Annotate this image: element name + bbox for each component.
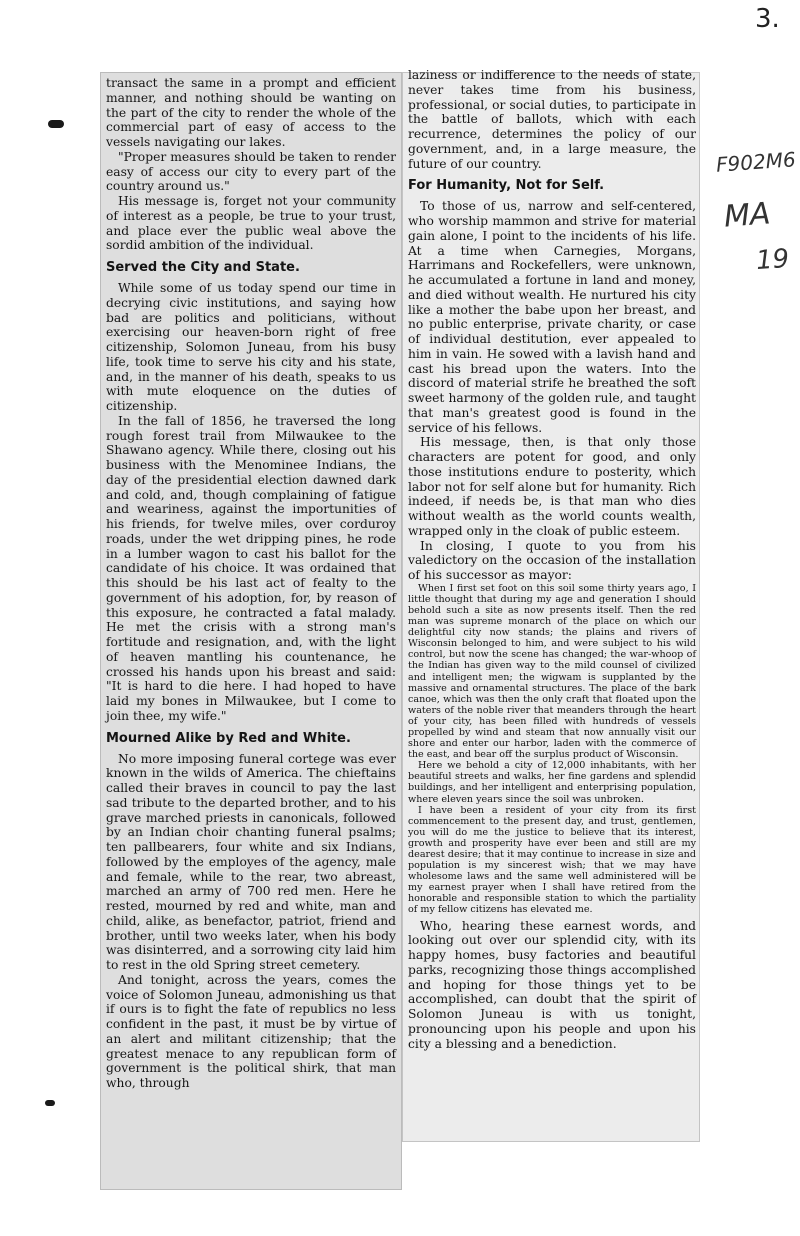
paragraph: And tonight, across the years, comes the voice of Solomon Juneau, admonishing us that if ours is to fight the fate of republics no less confident in the past, it must be by virtue of an alert and militant citizenship; that the greatest menace to any republican form of government is the political shirk, that man who, through (106, 972, 396, 1090)
paragraph: laziness or indifference to the needs of state, never takes time from his business, professional, or social duties, to participate in the battle of ballots, which with each recurrence, determines the policy of our government, and, in a large measure, the future of our country. (408, 68, 696, 171)
paragraph: Who, hearing these earnest words, and looking out over our splendid city, with its happy homes, busy factories and beautiful parks, recognizing those things accomplished and hoping for those things yet to be accomplished, can doubt that the spirit of Solomon Juneau is with us tonight, pronouncing upon his people and upon his city a blessing and a benediction. (408, 918, 696, 1051)
paragraph: No more imposing funeral cortege was ever known in the wilds of America. The chieftains called their braves in council to pay the last sad tribute to the departed brother, and to his grave marched priests in canonicals, followed by an Indian choir chanting funeral psalms; ten pallbearers, four white and six Indians, followed by the employes of the agency, male and female, while to the rear, two abreast, marched an army of 700 red men. Here he rested, mourned by red and white, man and child, alike, as benefactor, patriot, friend and brother, until two weeks later, when his body was disinterred, and a sorrowing city laid him to rest in the old Spring street cemetery. (106, 751, 396, 972)
quote-paragraph: I have been a resident of your city from its first commencement to the present day, and trust, gentlemen, you will do me the justice to believe that its interest, growth and prosperity have ever been and still are my dearest desire; that it may continue to increase in size and population is my sincerest wish; that we may have wholesome laws and the same well administered will be my earnest prayer when I shall have retired from the honorable and responsible station to which the partiality of my fellow citizens has elevated me. (408, 804, 696, 916)
paragraph: In closing, I quote to you from his valedictory on the occasion of the installation of his successor as mayor: (408, 538, 696, 582)
block-quote (408, 583, 696, 916)
paragraph: To those of us, narrow and self-centered, who worship mammon and strive for material gain alone, I point to the incidents of his life. At a time when Carnegies, Morgans, Harrimans and Rockefellers, were unknown, he accumulated a fortune in land and money, and died without wealth. He nurtured his city like a mother the babe upon her breast, and no public enterprise, private charity, or case of individual destitution, ever appealed to him in vain. He sowed with a lavish hand and cast his bread upon the waters. Into the discord of material strife he breathed the soft sweet harmony of the golden rule, and taught that man's greatest good is found in the service of his fellows. (408, 199, 696, 435)
paragraph: While some of us today spend our time in decrying civic institutions, and saying how bad are politics and politicians, without exercising our heaven-born right of free citizenship, Solomon Juneau, from his busy life, took time to serve his city and his state, and, in the manner of his death, speaks to us with mute eloquence on the duties of citizenship. (106, 281, 396, 413)
section-heading: Mourned Alike by Red and White. (106, 730, 351, 746)
handwritten-catalog-code: F902M6 (715, 147, 797, 177)
paragraph: transact the same in a prompt and efficient manner, and nothing should be wanting on the part of the city to render the whole of the commercial part of easy of access to the vessels navigating our lakes. (106, 76, 396, 149)
handwritten-number: 19 (754, 243, 791, 277)
paragraph: His message, then, is that only those characters are potent for good, and only those institutions endure to posterity, which labor not for self alone but for humanity. Rich indeed, if needs be, is that man who dies without wealth as the world counts wealth, wrapped only in the cloak of public esteem. (408, 435, 696, 538)
quote-paragraph: When I first set foot on this soil some thirty years ago, I little thought that during my age and generation I should behold such a site as now presents itself. Then the red man was supreme monarch of the place on which our delightful city now stands; the plains and rivers of Wisconsin belonged to him, and were subject to his wild control, but now the scene has changed; the war-whoop of the Indian has given way to the mild counsel of civilized and intelligent men; the wigwam is supplanted by the massive and ornamental structures. The place of the bark canoe, which was then the only craft that floated upon the waters of the noble river that meanders through the heart of your city, has been filled with hundreds of vessels propelled by wind and steam that now annually visit our shore and enter our harbor, laden with the commerce of the east, and bear off the surplus product of Wisconsin. (408, 582, 696, 761)
paragraph: His message is, forget not your community of interest as a people, be true to your trust, and place ever the public weal above the sordid ambition of the individual. (106, 194, 396, 253)
binder-hole-mark (45, 1100, 55, 1106)
handwritten-ma-note: MA (722, 196, 772, 235)
right-column (408, 68, 696, 1051)
paragraph: In the fall of 1856, he traversed the long rough forest trail from Milwaukee to the Shawano agency. While there, closing out his business with the Menominee Indians, the day of the presidential election dawned dark and cold, and, though complaining of fatigue and weariness, against the importunities of his friends, for twelve miles, over corduroy roads, under the wet dripping pines, he rode in a lumber wagon to cast his ballot for the candidate of his choice. It was ordained that this should be his last act of fealty to the government of his adoption, for, by reason of this exposure, he contracted a fatal malady. He met the crisis with a strong man's fortitude and resignation, and, with the light of heaven mantling his countenance, he crossed his hands upon his breast and said: "It is hard to die here. I had hoped to have laid my bones in Milwaukee, but I come to join thee, my wife." (106, 413, 396, 723)
page-number: 3. (755, 4, 780, 34)
section-heading: Served the City and State. (106, 260, 300, 275)
section-heading: For Humanity, Not for Self. (408, 178, 605, 194)
quote-paragraph: Here we behold a city of 12,000 inhabitants, with her beautiful streets and walks, her fine gardens and splendid buildings, and her intelligent and enterprising population, where eleven years since the soil was unbroken. (408, 760, 696, 805)
binder-hole-mark (48, 120, 64, 128)
left-column (106, 76, 396, 1091)
paragraph: "Proper measures should be taken to render easy of access our city to every part of the country around us." (106, 149, 396, 194)
